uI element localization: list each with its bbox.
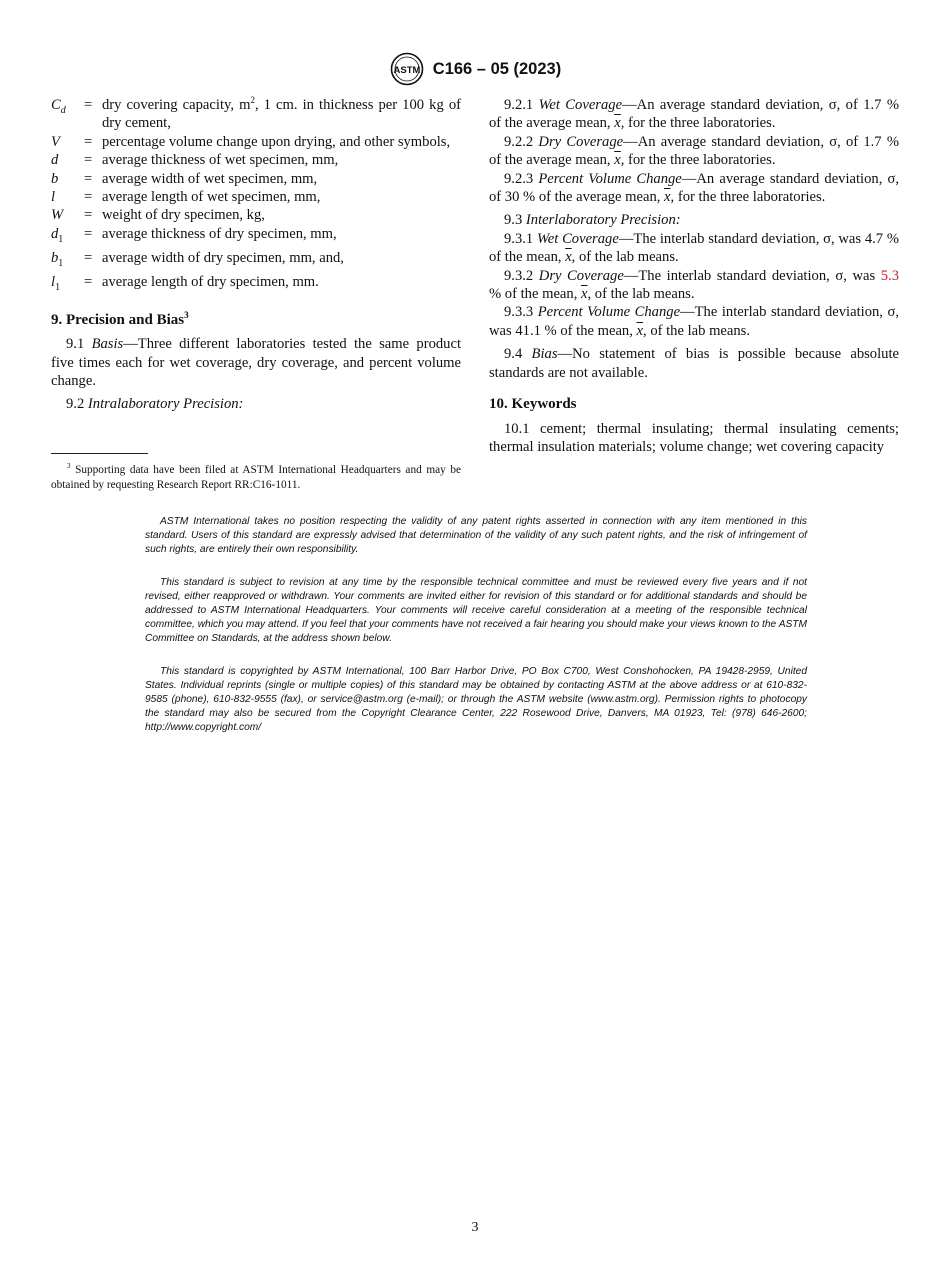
symbol: b — [51, 170, 59, 187]
symbol-definition: weight of dry specimen, kg, — [102, 207, 265, 224]
equals-sign: = — [84, 152, 93, 169]
page-header — [0, 52, 950, 86]
red-value: 5.3 — [880, 267, 899, 284]
symbol: $l_1$ — [51, 274, 61, 294]
astm-logo-icon — [389, 52, 425, 86]
symbol-definition: average length of wet specimen, mm, — [102, 189, 321, 206]
symbol-definitions — [51, 96, 461, 298]
paragraph-9-3-2: 9.3.2 Dry Coverage—The interlab standard deviation, σ, was 5.3 % of the mean, $\overline{x}$, of the lab means. — [489, 267, 899, 303]
svg-text:ASTM: ASTM — [393, 65, 421, 76]
symbol: l — [51, 189, 56, 206]
equals-sign: = — [84, 97, 93, 113]
symbol-definition: average width of wet specimen, mm, — [102, 170, 318, 187]
paragraph-9-3-3: 9.3.3 Percent Volume Change—The interlab standard deviation, σ, was 41.1 % of the mean, $\overline{x}$, of the lab means. — [489, 304, 900, 339]
revision-notice: This standard is subject to revision at any time by the responsible technical committee and must be reviewed every five years and if not revised, either reapproved or withdrawn. Your comments are invited either for revision of this standard or for additional standards and should be addressed to ASTM International Headquarters. Your comments will receive careful consideration at a meeting of the responsible technical committee, which you may attend. If you feel that your comments have not received a fair hearing you should make your views known to the ASTM Committee on Standards, at the address shown below. — [145, 577, 807, 644]
footnote: $^3$ Supporting data have been filed at ASTM International Headquarters and may be obtained by requesting Research Report RR:C16-1011. — [51, 462, 461, 491]
equals-sign: = — [84, 189, 93, 206]
paragraph-9-2-1: 9.2.1 Wet Coverage—An average standard deviation, σ, of 1.7 % of the average mean, $\overline{x}$, for the three laboratories. — [489, 97, 900, 132]
paragraph-9-2-3: 9.2.3 Percent Volume Change—An average standard deviation, σ, of 30 % of the average mean, $\overline{x}$, for the three laboratories. — [489, 170, 899, 206]
paragraph-9-3: 9.3 Interlaboratory Precision: — [504, 212, 681, 229]
equals-sign: = — [84, 207, 93, 224]
left-column — [51, 96, 461, 414]
footnote-ref[interactable]: 3 — [184, 309, 189, 320]
paragraph-9-4: 9.4 Bias—No statement of bias is possible because absolute standards are not available. — [489, 346, 899, 381]
section-heading-keywords: 10. Keywords — [489, 396, 577, 413]
symbol-definition: average thickness of dry specimen, mm, — [102, 225, 337, 242]
paragraph-9-1: 9.1 Basis—Three different laboratories tested the same product five times each for wet coverage, dry coverage, and percent volume change. — [51, 336, 461, 389]
right-column — [489, 96, 899, 456]
page-number: 3 — [471, 1220, 479, 1235]
symbol-definition: average width of dry specimen, mm, and, — [102, 250, 344, 267]
document-id: C166 – 05 (2023) — [432, 59, 562, 78]
symbol: W — [51, 207, 64, 224]
equals-sign: = — [84, 250, 93, 267]
symbol-definition: average thickness of wet specimen, mm, — [102, 152, 339, 169]
symbol: $b_1$ — [51, 250, 64, 270]
symbol: V — [51, 133, 60, 150]
patent-notice: ASTM International takes no position respecting the validity of any patent rights asserted in connection with any item mentioned in this standard. Users of this standard are expressly advised that determination of the validity of any such patent rights, and the risk of infringement of such rights, are entirely their own responsibility. — [145, 516, 807, 555]
symbol: $d_1$ — [51, 225, 64, 245]
paragraph-9-2-2: 9.2.2 Dry Coverage—An average standard deviation, σ, of 1.7 % of the average mean, $\overline{x}$, for the three laboratories. — [489, 133, 899, 169]
equals-sign: = — [84, 133, 93, 150]
equals-sign: = — [84, 225, 93, 242]
paragraph-10-1: 10.1 cement; thermal insulating; thermal insulating cements; thermal insulation materials; volume change; wet covering capacity — [489, 420, 899, 455]
symbol-definition: dry covering capacity, $m^2$, 1 cm. in thickness per 100 kg of dry cement, — [102, 95, 461, 132]
equals-sign: = — [84, 274, 93, 291]
symbol: d — [51, 152, 59, 169]
symbol: $C_d$ — [51, 97, 66, 116]
paragraph-9-2: 9.2 Intralaboratory Precision: — [66, 396, 244, 413]
section-heading-precision-bias: 9. Precision and Bias$^3$ — [51, 309, 189, 328]
equals-sign: = — [84, 170, 93, 187]
copyright-notice: This standard is copyrighted by ASTM International, 100 Barr Harbor Drive, PO Box C700, West Conshohocken, PA 19428-2959, United States. Individual reprints (single or multiple copies) of this standard may be obtained by contacting ASTM at the above address or at 610-832-9585 (phone), 610-832-9555 (fax), or service@astm.org (e-mail); or through the ASTM website (www.astm.org). Permission rights to photocopy the standard may also be secured from the Copyright Clearance Center, 222 Rosewood Drive, Danvers, MA 01923, Tel: (978) 646-2600; http://www.copyright.com/ — [145, 666, 807, 733]
symbol-definition: average length of dry specimen, mm. — [102, 274, 319, 291]
symbol-definition: percentage volume change upon drying, and other symbols, — [102, 133, 451, 150]
footnote-divider — [51, 453, 148, 454]
paragraph-9-3-1: 9.3.1 Wet Coverage—The interlab standard deviation, σ, was 4.7 % of the mean, $\overline{x}$, of the lab means. — [489, 230, 900, 266]
